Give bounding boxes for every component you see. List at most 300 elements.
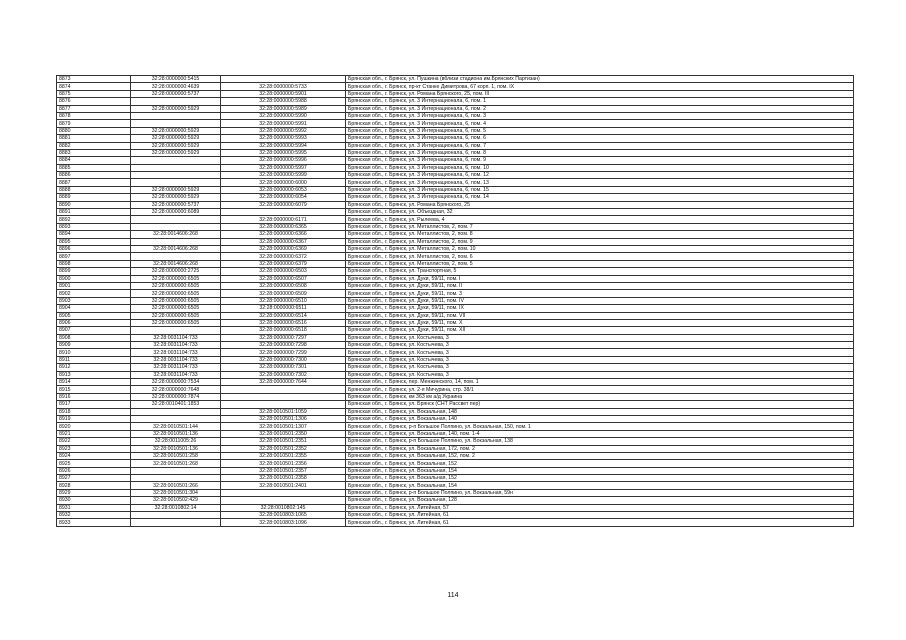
table-row xyxy=(57,334,854,341)
table-row xyxy=(57,386,854,393)
cadastral-number-cell: 32:28:0000000:6511 xyxy=(221,305,346,312)
row-number-cell: 8905 xyxy=(57,312,131,319)
cadastral-number-cell xyxy=(221,209,346,216)
address-cell: Брянская обл., г. Брянск, ул. Транспортная, 5 xyxy=(346,268,854,275)
parent-cadastral-number-cell xyxy=(131,519,221,526)
row-number-cell: 8909 xyxy=(57,342,131,349)
address-cell: Брянская обл., г. Брянск, ул. 3 Интернационала, 6, пом. 7 xyxy=(346,142,854,149)
table-row xyxy=(57,209,854,216)
parent-cadastral-number-cell: 32:28:0000000:7648 xyxy=(131,386,221,393)
table-row xyxy=(57,356,854,363)
table-row xyxy=(57,275,854,282)
row-number-cell: 8916 xyxy=(57,393,131,400)
cadastral-number-cell: 32:28:0000000:7298 xyxy=(221,342,346,349)
cadastral-number-cell: 32:28:0000000:6516 xyxy=(221,319,346,326)
table-row xyxy=(57,164,854,171)
row-number-cell: 8919 xyxy=(57,415,131,422)
cadastral-number-cell: 32:28:0000000:5733 xyxy=(221,83,346,90)
cadastral-number-cell: 32:28:0000000:6508 xyxy=(221,282,346,289)
table-row xyxy=(57,90,854,97)
table-row xyxy=(57,223,854,230)
row-number-cell: 8908 xyxy=(57,334,131,341)
row-number-cell: 8907 xyxy=(57,327,131,334)
address-cell: Брянская обл., г. Брянск, ул. Объездная, 32 xyxy=(346,209,854,216)
address-cell: Брянская обл., г. Брянск, ул. Костычева, 3 xyxy=(346,349,854,356)
table-row xyxy=(57,105,854,112)
address-cell: Брянская обл., г. Брянск, ул. 3 Интернационала, 6, пом. 12 xyxy=(346,172,854,179)
cadastral-number-cell: 32:28:0000000:6053 xyxy=(221,186,346,193)
row-number-cell: 8873 xyxy=(57,76,131,83)
cadastral-number-cell: 32:28:0000000:5992 xyxy=(221,127,346,134)
row-number-cell: 8884 xyxy=(57,157,131,164)
table-row xyxy=(57,319,854,326)
cadastral-number-cell: 32:28:0000000:6367 xyxy=(221,238,346,245)
address-cell: Брянская обл., г. Брянск, ул. Вокзальная, 140 xyxy=(346,415,854,422)
parent-cadastral-number-cell: 32:28:0010501:258 xyxy=(131,452,221,459)
parent-cadastral-number-cell: 32:28:0000000:6505 xyxy=(131,282,221,289)
address-cell: Брянская обл., г. Брянск, ул. Металлистов, 2, пом. 6 xyxy=(346,253,854,260)
address-cell: Брянская обл., г. Брянск, ул. Дуки, 59/11, пом. IV xyxy=(346,297,854,304)
cadastral-number-cell: 32:28:0000000:6507 xyxy=(221,275,346,282)
parent-cadastral-number-cell xyxy=(131,179,221,186)
row-number-cell: 8924 xyxy=(57,452,131,459)
parent-cadastral-number-cell xyxy=(131,238,221,245)
address-cell: Брянская обл., г. Брянск, ул. Вокзальная, 128 xyxy=(346,497,854,504)
table-row xyxy=(57,349,854,356)
cadastral-number-cell: 32:28:0000000:6171 xyxy=(221,216,346,223)
address-cell: Брянская обл., г. Брянск, ул. 3 Интернационала, 6, пом. 9 xyxy=(346,157,854,164)
row-number-cell: 8878 xyxy=(57,112,131,119)
parent-cadastral-number-cell xyxy=(131,164,221,171)
parent-cadastral-number-cell xyxy=(131,408,221,415)
cadastral-number-cell: 32:28:0010501:2351 xyxy=(221,438,346,445)
table-row xyxy=(57,438,854,445)
row-number-cell: 8886 xyxy=(57,172,131,179)
address-cell: Брянская обл., г. Брянск, ул. 3 Интернационала, 6, пом. 4 xyxy=(346,120,854,127)
parent-cadastral-number-cell: 32:28:0000000:5929 xyxy=(131,142,221,149)
row-number-cell: 8888 xyxy=(57,186,131,193)
table-row xyxy=(57,76,854,83)
parent-cadastral-number-cell xyxy=(131,467,221,474)
address-cell: Брянская обл., г. Брянск, ул. Металлистов, 2, пом. 9 xyxy=(346,238,854,245)
parent-cadastral-number-cell: 32:28:0010501:266 xyxy=(131,482,221,489)
address-cell: Брянская обл., г. Брянск, ул. Брянск (СНТ Рассвет пер) xyxy=(346,401,854,408)
address-cell: Брянская обл., г. Брянск, ул. Дуки, 59/11, пом. VII xyxy=(346,312,854,319)
table-row xyxy=(57,415,854,422)
row-number-cell: 8899 xyxy=(57,268,131,275)
cadastral-number-cell: 32:28:0000000:7301 xyxy=(221,364,346,371)
cadastral-number-cell: 32:28:0010501:2352 xyxy=(221,445,346,452)
address-cell: Брянская обл., г. Брянск, ул. Дуки, 59/11, пом. II xyxy=(346,282,854,289)
table-row xyxy=(57,401,854,408)
address-cell: Брянская обл., г. Брянск, ул. 3 Интернационала, 6, пом. 2 xyxy=(346,105,854,112)
parent-cadastral-number-cell: 32:28:0000000:5415 xyxy=(131,76,221,83)
address-cell: Брянская обл., г. Брянск, ул. 3 Интернационала, 6, пом. 6 xyxy=(346,135,854,142)
table-row xyxy=(57,519,854,526)
row-number-cell: 8897 xyxy=(57,253,131,260)
row-number-cell: 8928 xyxy=(57,482,131,489)
parent-cadastral-number-cell: 32:28:0000000:6505 xyxy=(131,290,221,297)
row-number-cell: 8913 xyxy=(57,371,131,378)
cadastral-number-cell: 32:28:0000000:7300 xyxy=(221,356,346,363)
row-number-cell: 8922 xyxy=(57,438,131,445)
cadastral-number-cell: 32:28:0000000:5994 xyxy=(221,142,346,149)
parent-cadastral-number-cell: 32:28:0000000:7874 xyxy=(131,393,221,400)
address-cell: Брянская обл., г. Брянск, ул. Дуки, 59/11, пом. X xyxy=(346,319,854,326)
row-number-cell: 8918 xyxy=(57,408,131,415)
table-row xyxy=(57,260,854,267)
cadastral-number-cell xyxy=(221,497,346,504)
table-row xyxy=(57,423,854,430)
cadastral-number-cell xyxy=(221,76,346,83)
parent-cadastral-number-cell: 32:28:0031104:733 xyxy=(131,349,221,356)
table-row xyxy=(57,290,854,297)
address-cell: Брянская обл., г. Брянск, ул. 3 Интернационала, 6, пом. 15 xyxy=(346,186,854,193)
parent-cadastral-number-cell xyxy=(131,415,221,422)
cadastral-number-cell: 32:28:0000000:7297 xyxy=(221,334,346,341)
cadastral-number-cell: 32:28:0010501:2356 xyxy=(221,460,346,467)
table-row xyxy=(57,379,854,386)
row-number-cell: 8917 xyxy=(57,401,131,408)
cadastral-number-cell: 32:28:0000000:6514 xyxy=(221,312,346,319)
parent-cadastral-number-cell xyxy=(131,512,221,519)
row-number-cell: 8912 xyxy=(57,364,131,371)
cadastral-number-cell: 32:28:0000000:6366 xyxy=(221,231,346,238)
row-number-cell: 8902 xyxy=(57,290,131,297)
table-row xyxy=(57,194,854,201)
cadastral-number-cell: 32:28:0000000:6369 xyxy=(221,245,346,252)
row-number-cell: 8889 xyxy=(57,194,131,201)
table-row xyxy=(57,460,854,467)
table-row xyxy=(57,253,854,260)
row-number-cell: 8926 xyxy=(57,467,131,474)
row-number-cell: 8920 xyxy=(57,423,131,430)
parent-cadastral-number-cell: 32:28:0010501:136 xyxy=(131,430,221,437)
parent-cadastral-number-cell xyxy=(131,157,221,164)
cadastral-number-cell: 32:28:0000000:5997 xyxy=(221,164,346,171)
row-number-cell: 8882 xyxy=(57,142,131,149)
parent-cadastral-number-cell: 32:28:0031104:733 xyxy=(131,364,221,371)
table-row xyxy=(57,112,854,119)
table-row xyxy=(57,445,854,452)
parent-cadastral-number-cell: 32:28:0000000:5929 xyxy=(131,186,221,193)
address-cell: Брянская обл., г. Брянск, ул. Вокзальная, 154 xyxy=(346,482,854,489)
address-cell: Брянская обл., г. Брянск, ул. Рылеева, 4 xyxy=(346,216,854,223)
table-row xyxy=(57,312,854,319)
cadastral-number-cell: 32:28:0000000:6372 xyxy=(221,253,346,260)
parent-cadastral-number-cell: 32:28:0010501:136 xyxy=(131,445,221,452)
row-number-cell: 8877 xyxy=(57,105,131,112)
address-cell: Брянская обл., г. Брянск, ул. Дуки, 59/11, пом. XII xyxy=(346,327,854,334)
address-cell: Брянская обл., г. Брянск, ул. Вокзальная, 172, пом. 2 xyxy=(346,445,854,452)
parent-cadastral-number-cell: 32:28:0000000:6089 xyxy=(131,209,221,216)
parent-cadastral-number-cell xyxy=(131,120,221,127)
cadastral-number-cell: 32:28:0000000:6054 xyxy=(221,194,346,201)
table-row xyxy=(57,268,854,275)
parent-cadastral-number-cell: 32:28:0031104:733 xyxy=(131,371,221,378)
cadastral-number-cell: 32:28:0000000:5993 xyxy=(221,135,346,142)
address-cell: Брянская обл., г. Брянск, ул. Дуки, 59/11, пом. I xyxy=(346,275,854,282)
cadastral-number-cell: 32:28:0000000:6503 xyxy=(221,268,346,275)
address-cell: Брянская обл., г. Брянск, ул. Костычева, 3 xyxy=(346,356,854,363)
cadastral-number-cell: 32:28:0000000:7302 xyxy=(221,371,346,378)
table-row xyxy=(57,201,854,208)
row-number-cell: 8887 xyxy=(57,179,131,186)
address-cell: Брянская обл., г. Брянск, ул. Костычева, 3 xyxy=(346,334,854,341)
table-row xyxy=(57,127,854,134)
address-cell: Брянская обл., г. Брянск, ул. Литейная, 61 xyxy=(346,512,854,519)
parent-cadastral-number-cell xyxy=(131,216,221,223)
table-row xyxy=(57,135,854,142)
parent-cadastral-number-cell: 32:28:0000000:7534 xyxy=(131,379,221,386)
row-number-cell: 8896 xyxy=(57,245,131,252)
table-row xyxy=(57,371,854,378)
cadastral-number-cell: 32:28:0000000:5901 xyxy=(221,90,346,97)
parent-cadastral-number-cell: 32:28:0011005:26 xyxy=(131,438,221,445)
parent-cadastral-number-cell: 32:28:0000000:6505 xyxy=(131,297,221,304)
address-cell: Брянская обл., г. Брянск, ул. 3 Интернационала, 6, пом. 14 xyxy=(346,194,854,201)
row-number-cell: 8925 xyxy=(57,460,131,467)
row-number-cell: 8876 xyxy=(57,98,131,105)
row-number-cell: 8927 xyxy=(57,475,131,482)
table-row xyxy=(57,179,854,186)
address-cell: Брянская обл., г. Брянск, ул. 3 Интернационала, 6, пом. 8 xyxy=(346,149,854,156)
row-number-cell: 8930 xyxy=(57,497,131,504)
row-number-cell: 8921 xyxy=(57,430,131,437)
cadastral-number-cell: 32:28:0010501:2401 xyxy=(221,482,346,489)
table-row xyxy=(57,408,854,415)
address-cell: Брянская обл., г. Брянск, ул. Пушкина (вблизи стадиона им.Брянских Партизан) xyxy=(346,76,854,83)
address-cell: Брянская обл., г. Брянск, ул. Вокзальная, 140, пом. 1-4 xyxy=(346,430,854,437)
table-row xyxy=(57,327,854,334)
cadastral-number-cell: 32:28:0000000:5989 xyxy=(221,105,346,112)
table-row xyxy=(57,512,854,519)
address-cell: Брянская обл., г. Брянск, ул. Литейная, 57 xyxy=(346,504,854,511)
cadastral-number-cell xyxy=(221,401,346,408)
page-number: 114 xyxy=(447,592,459,599)
parent-cadastral-number-cell: 32:28:0031104:733 xyxy=(131,334,221,341)
parent-cadastral-number-cell: 32:28:0014606:268 xyxy=(131,231,221,238)
table-row xyxy=(57,149,854,156)
parent-cadastral-number-cell: 32:28:0014606:268 xyxy=(131,245,221,252)
table-row xyxy=(57,172,854,179)
row-number-cell: 8895 xyxy=(57,238,131,245)
cadastral-number-cell: 32:28:0010501:1307 xyxy=(221,423,346,430)
address-cell: Брянская обл., г. Брянск, р-п Большое Полпино, ул. Вокзальная, 138 xyxy=(346,438,854,445)
row-number-cell: 8898 xyxy=(57,260,131,267)
cadastral-number-cell: 32:28:0010802:145 xyxy=(221,504,346,511)
table-row xyxy=(57,364,854,371)
row-number-cell: 8923 xyxy=(57,445,131,452)
row-number-cell: 8932 xyxy=(57,512,131,519)
cadastral-number-cell: 32:28:0000000:7299 xyxy=(221,349,346,356)
cadastral-number-cell: 32:28:0010803:1096 xyxy=(221,519,346,526)
cadastral-number-cell: 32:28:0000000:5996 xyxy=(221,157,346,164)
table-row xyxy=(57,157,854,164)
row-number-cell: 8915 xyxy=(57,386,131,393)
address-cell: Брянская обл., г. Брянск, ул. Костычева, 3 xyxy=(346,342,854,349)
parent-cadastral-number-cell: 32:28:0000000:5737 xyxy=(131,90,221,97)
parent-cadastral-number-cell: 32:28:0000000:5929 xyxy=(131,105,221,112)
table-row xyxy=(57,238,854,245)
parent-cadastral-number-cell: 32:28:0000000:6505 xyxy=(131,319,221,326)
parent-cadastral-number-cell: 32:28:0000000:5737 xyxy=(131,201,221,208)
table-row xyxy=(57,467,854,474)
parent-cadastral-number-cell: 32:28:0000000:4639 xyxy=(131,83,221,90)
row-number-cell: 8874 xyxy=(57,83,131,90)
row-number-cell: 8885 xyxy=(57,164,131,171)
address-cell: Брянская обл., г. Брянск, ул. 2-я Мичурина, стр. 38/1 xyxy=(346,386,854,393)
parent-cadastral-number-cell: 32:28:0000000:6505 xyxy=(131,275,221,282)
table-row xyxy=(57,98,854,105)
table-row xyxy=(57,245,854,252)
table-row xyxy=(57,489,854,496)
table-row xyxy=(57,231,854,238)
row-number-cell: 8900 xyxy=(57,275,131,282)
parent-cadastral-number-cell: 32:28:0031104:733 xyxy=(131,356,221,363)
address-cell: Брянская обл., г. Брянск, ул. Металлистов, 2, пом. 8 xyxy=(346,231,854,238)
address-cell: Брянская обл., г. Брянск, пр-кт Станке Димитрова, 67 корп. 1, пом. IX xyxy=(346,83,854,90)
cadastral-number-cell: 32:28:0010501:1306 xyxy=(221,415,346,422)
address-cell: Брянская обл., г. Брянск, ул. Дуки, 59/11, пом. IX xyxy=(346,305,854,312)
cadastral-register-table xyxy=(56,75,854,527)
address-cell: Брянская обл., г. Брянск, ул. 3 Интернационала, 6, пом. 13 xyxy=(346,179,854,186)
parent-cadastral-number-cell: 32:28:0014606:268 xyxy=(131,260,221,267)
address-cell: Брянская обл., г. Брянск, ул. Металлистов, 2, пом. 7 xyxy=(346,223,854,230)
address-cell: Брянская обл., г. Брянск, ул. Литейная, 61 xyxy=(346,519,854,526)
table-row xyxy=(57,83,854,90)
address-cell: Брянская обл., г. Брянск, ул. 3 Интернационала, 6, пом. 5 xyxy=(346,127,854,134)
address-cell: Брянская обл., г. Брянск, ул. Металлистов, 2, пом. 5 xyxy=(346,260,854,267)
cadastral-number-cell: 32:28:0000000:6365 xyxy=(221,223,346,230)
address-cell: Брянская обл., г. Брянск, р-п Большое Полпино, ул. Вокзальная, 59н xyxy=(346,489,854,496)
address-cell: Брянская обл., г. Брянск, ул. Вокзальная, 152 xyxy=(346,460,854,467)
parent-cadastral-number-cell xyxy=(131,223,221,230)
cadastral-number-cell: 32:28:0000000:5995 xyxy=(221,149,346,156)
table-row xyxy=(57,497,854,504)
address-cell: Брянская обл., г. Брянск, ул. Дуки, 59/11, пом. 3 xyxy=(346,290,854,297)
row-number-cell: 8881 xyxy=(57,135,131,142)
row-number-cell: 8910 xyxy=(57,349,131,356)
table-row xyxy=(57,504,854,511)
address-cell: Брянская обл., г. Брянск, ул. Костычева, 3 xyxy=(346,371,854,378)
cadastral-number-cell: 32:28:0010803:1065 xyxy=(221,512,346,519)
row-number-cell: 8929 xyxy=(57,489,131,496)
row-number-cell: 8892 xyxy=(57,216,131,223)
cadastral-number-cell: 32:28:0000000:6510 xyxy=(221,297,346,304)
parent-cadastral-number-cell: 32:28:0010802:14 xyxy=(131,504,221,511)
table-row xyxy=(57,305,854,312)
row-number-cell: 8875 xyxy=(57,90,131,97)
cadastral-number-cell: 32:28:0010501:2355 xyxy=(221,452,346,459)
row-number-cell: 8914 xyxy=(57,379,131,386)
row-number-cell: 8893 xyxy=(57,223,131,230)
row-number-cell: 8901 xyxy=(57,282,131,289)
parent-cadastral-number-cell: 32:28:0000000:5929 xyxy=(131,135,221,142)
cadastral-number-cell: 32:28:0010501:2350 xyxy=(221,430,346,437)
address-cell: Брянская обл., г. Брянск, ул. Романа Брянского, 25, пом. III xyxy=(346,90,854,97)
table-row xyxy=(57,342,854,349)
parent-cadastral-number-cell: 32:28:0010502:429 xyxy=(131,497,221,504)
address-cell: Брянская обл., г. Брянск, ул. Вокзальная, 152, пом. 2 xyxy=(346,452,854,459)
address-cell: Брянская обл., г. Брянск, ул. 3 Интернационала, 6, пом. 10 xyxy=(346,164,854,171)
row-number-cell: 8890 xyxy=(57,201,131,208)
table-row xyxy=(57,297,854,304)
parent-cadastral-number-cell xyxy=(131,253,221,260)
cadastral-number-cell xyxy=(221,489,346,496)
address-cell: Брянская обл., г. Брянск, ул. Металлистов, 2, пом. 10 xyxy=(346,245,854,252)
table-row xyxy=(57,452,854,459)
parent-cadastral-number-cell: 32:28:0000000:6505 xyxy=(131,305,221,312)
cadastral-number-cell: 32:28:0000000:7644 xyxy=(221,379,346,386)
address-cell: Брянская обл., г. Брянск, ул. 3 Интернационала, 6, пом. 3 xyxy=(346,112,854,119)
address-cell: Брянская обл., г. Брянск, пер. Менжинского, 14, пом. 1 xyxy=(346,379,854,386)
table-row xyxy=(57,430,854,437)
table-row xyxy=(57,216,854,223)
address-cell: Брянская обл., г. Брянск, ул. Костычева, 3 xyxy=(346,364,854,371)
parent-cadastral-number-cell xyxy=(131,327,221,334)
address-cell: Брянская обл., г. Брянск, ул. Вокзальная, 148 xyxy=(346,408,854,415)
address-cell: Брянская обл., г. Брянск, ул. Романа Брянского, 25 xyxy=(346,201,854,208)
cadastral-number-cell: 32:28:0010501:2358 xyxy=(221,475,346,482)
address-cell: Брянская обл., г. Брянск, ул. Вокзальная, 152 xyxy=(346,475,854,482)
row-number-cell: 8906 xyxy=(57,319,131,326)
table-row xyxy=(57,282,854,289)
parent-cadastral-number-cell xyxy=(131,172,221,179)
parent-cadastral-number-cell: 32:28:0000000:6505 xyxy=(131,312,221,319)
row-number-cell: 8883 xyxy=(57,149,131,156)
parent-cadastral-number-cell: 32:28:0031104:733 xyxy=(131,342,221,349)
parent-cadastral-number-cell xyxy=(131,475,221,482)
parent-cadastral-number-cell: 32:28:0000000:5929 xyxy=(131,127,221,134)
cadastral-number-cell: 32:28:0000000:6509 xyxy=(221,290,346,297)
row-number-cell: 8879 xyxy=(57,120,131,127)
row-number-cell: 8931 xyxy=(57,504,131,511)
cadastral-number-cell: 32:28:0000000:6518 xyxy=(221,327,346,334)
row-number-cell: 8880 xyxy=(57,127,131,134)
parent-cadastral-number-cell: 32:28:0000000:5929 xyxy=(131,194,221,201)
cadastral-number-cell: 32:28:0000000:6379 xyxy=(221,260,346,267)
row-number-cell: 8891 xyxy=(57,209,131,216)
cadastral-number-cell: 32:28:0000000:6000 xyxy=(221,179,346,186)
address-cell: Брянская обл., г. Брянск, ул. 3 Интернационала, 6, пом. 1 xyxy=(346,98,854,105)
parent-cadastral-number-cell: 32:28:0010501:144 xyxy=(131,423,221,430)
table-row xyxy=(57,475,854,482)
address-cell: Брянская обл., г. Брянск, р-п Большое Полпино, ул. Вокзальная, 150, пом. 1 xyxy=(346,423,854,430)
row-number-cell: 8903 xyxy=(57,297,131,304)
table-row xyxy=(57,482,854,489)
row-number-cell: 8911 xyxy=(57,356,131,363)
cadastral-number-cell: 32:28:0000000:6079 xyxy=(221,201,346,208)
table-row xyxy=(57,186,854,193)
cadastral-number-cell: 32:28:0000000:5999 xyxy=(221,172,346,179)
parent-cadastral-number-cell: 32:28:0010401:1853 xyxy=(131,401,221,408)
parent-cadastral-number-cell: 32:28:0010501:268 xyxy=(131,460,221,467)
row-number-cell: 8894 xyxy=(57,231,131,238)
parent-cadastral-number-cell xyxy=(131,98,221,105)
cadastral-number-cell: 32:28:0000000:5991 xyxy=(221,120,346,127)
cadastral-number-cell: 32:28:0010501:2357 xyxy=(221,467,346,474)
parent-cadastral-number-cell: 32:28:0000000:2725 xyxy=(131,268,221,275)
table-row xyxy=(57,142,854,149)
address-cell: Брянская обл., г. Брянск, км 363 км а/д Украина xyxy=(346,393,854,400)
row-number-cell: 8933 xyxy=(57,519,131,526)
parent-cadastral-number-cell: 32:28:0010501:304 xyxy=(131,489,221,496)
parent-cadastral-number-cell: 32:28:0000000:5929 xyxy=(131,149,221,156)
table-body xyxy=(57,76,854,527)
cadastral-number-cell: 32:28:0010501:1059 xyxy=(221,408,346,415)
address-cell: Брянская обл., г. Брянск, ул. Вокзальная, 154 xyxy=(346,467,854,474)
